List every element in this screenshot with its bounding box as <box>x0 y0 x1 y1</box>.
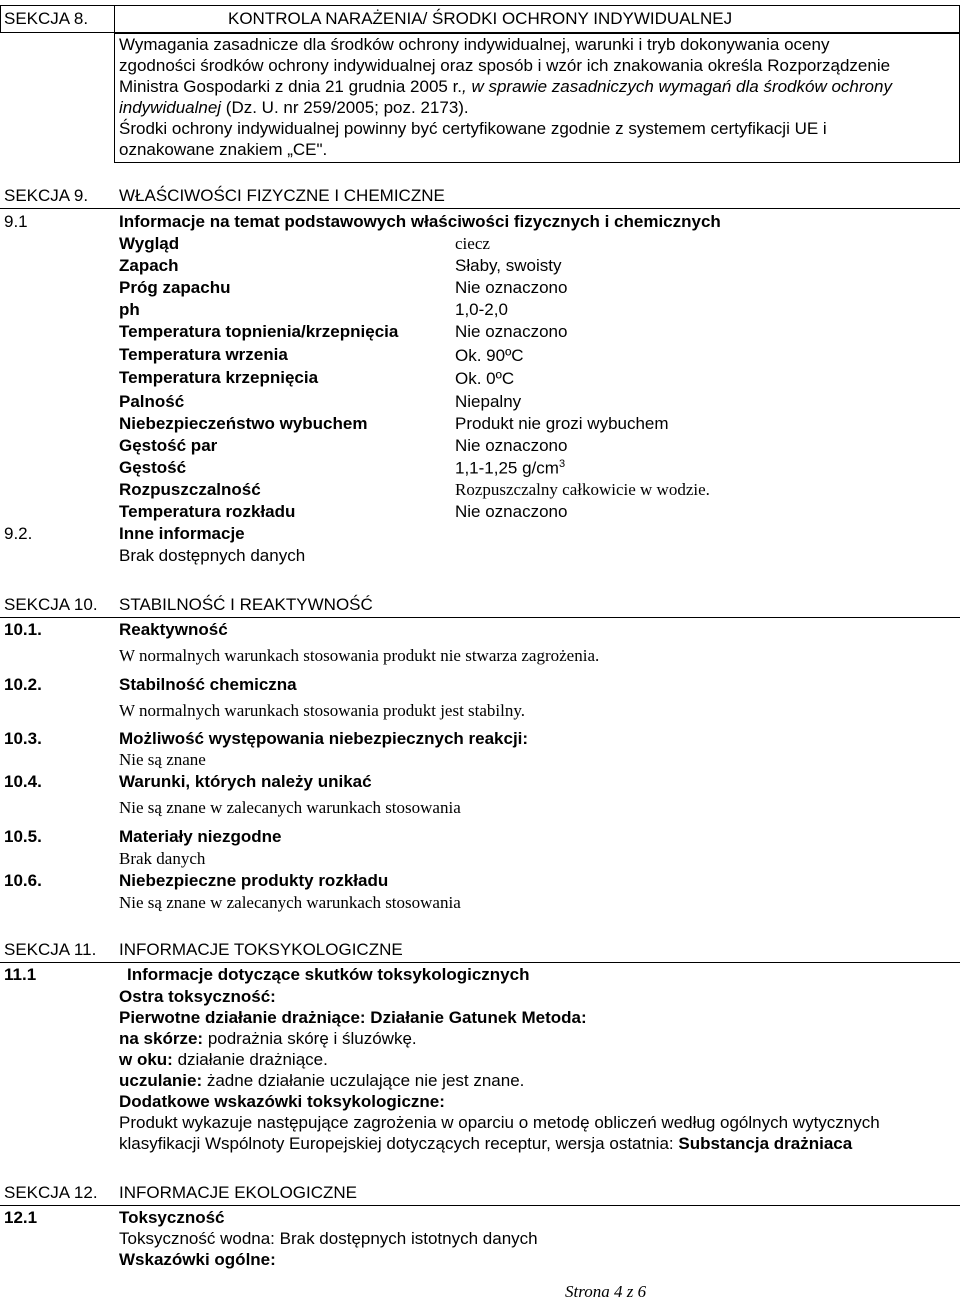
property-label: Niebezpieczeństwo wybuchem <box>119 414 368 433</box>
subsection-11-1-title: Informacje dotyczące skutków toksykologicznych <box>127 965 530 984</box>
property-label: Gęstość <box>119 458 187 477</box>
subsection-text: Nie są znane w zalecanych warunkach stosowania <box>119 893 461 912</box>
section-8-number: SEKCJA 8. <box>4 9 89 28</box>
property-value: 1,0-2,0 <box>455 300 508 319</box>
section-8-text-line-5: Środki ochrony indywidualnej powinny być certyfikowane zgodnie z systemem certyfikacji UE i <box>119 119 827 138</box>
section-8-text-line-6: oznakowane znakiem „CE". <box>119 140 328 159</box>
section-12-number: SEKCJA 12. <box>4 1183 98 1202</box>
section-9-title: WŁAŚCIWOŚCI FIZYCZNE I CHEMICZNE <box>119 186 445 205</box>
subsection-12-1-title: Toksyczność <box>119 1208 225 1227</box>
property-value: Ok. 0ºC <box>455 369 515 388</box>
section-8-text-line-1: Wymagania zasadnicze dla środków ochrony indywidualnej, warunki i tryb dokonywania oceny <box>119 35 830 54</box>
extra-toxicology-line-2 <box>119 1134 852 1154</box>
eye-effect-label: w oku: <box>119 1050 173 1069</box>
extra-toxicology-line-2-text: klasyfikacji Wspólnoty Europejskiej dotyczących receptur, wersja ostatnia: <box>119 1134 679 1153</box>
property-label: Zapach <box>119 256 179 275</box>
property-value: Produkt nie grozi wybuchem <box>455 414 669 433</box>
subsection-number: 10.3. <box>4 729 42 748</box>
section-8-text-line-2: zgodności środków ochrony indywidualnej oraz sposób i wzór ich znakowania określa Rozporządzenie <box>119 56 891 75</box>
property-value: Rozpuszczalny całkowicie w wodzie. <box>455 480 710 499</box>
property-value: Słaby, swoisty <box>455 256 562 275</box>
skin-effect <box>119 1029 417 1049</box>
extra-toxicology-line-1: Produkt wykazuje następujące zagrożenia w oparciu o metodę obliczeń według ogólnych wytycznych <box>119 1113 880 1132</box>
subsection-9-2-title: Inne informacje <box>119 524 245 543</box>
section-8-text-line-4 <box>119 98 469 118</box>
section-11-number: SEKCJA 11. <box>4 940 97 959</box>
property-label: Temperatura topnienia/krzepnięcia <box>119 322 399 341</box>
section-8-text-line-4b: (Dz. U. nr 259/2005; poz. 2173). <box>221 98 469 117</box>
eye-effect <box>119 1050 328 1070</box>
subsection-9-2-number: 9.2. <box>4 524 33 543</box>
property-value: Niepalny <box>455 392 522 411</box>
section-10-title: STABILNOŚĆ I REAKTYWNOŚĆ <box>119 595 373 614</box>
sensitization-text: żadne działanie uczulające nie jest znane. <box>202 1071 525 1090</box>
property-value: Ok. 90ºC <box>455 346 524 365</box>
subsection-number: 10.4. <box>4 772 42 791</box>
subsection-9-2-text: Brak dostępnych danych <box>119 546 306 565</box>
property-value-density <box>455 458 565 479</box>
section-8-text-line-4a: indywidualnej <box>119 98 222 117</box>
subsection-title: Materiały niezgodne <box>119 827 282 846</box>
property-label: Gęstość par <box>119 436 218 455</box>
property-label: Temperatura wrzenia <box>119 345 288 364</box>
sensitization-label: uczulanie: <box>119 1071 203 1090</box>
acute-toxicity-label: Ostra toksyczność: <box>119 987 276 1006</box>
classification-result: Substancja drażniaca <box>678 1134 853 1153</box>
aquatic-toxicity-text: Toksyczność wodna: Brak dostępnych istotnych danych <box>119 1229 538 1248</box>
property-label: Wygląd <box>119 234 180 253</box>
eye-effect-text: działanie drażniące. <box>172 1050 328 1069</box>
property-label: ph <box>119 300 140 319</box>
extra-toxicology-title: Dodatkowe wskazówki toksykologiczne: <box>119 1092 445 1111</box>
property-value: Nie oznaczono <box>455 502 568 521</box>
property-value: Nie oznaczono <box>455 436 568 455</box>
subsection-text: Brak danych <box>119 849 206 868</box>
property-value: Nie oznaczono <box>455 278 568 297</box>
subsection-9-1-number: 9.1 <box>4 212 28 231</box>
property-value: Nie oznaczono <box>455 322 568 341</box>
subsection-title: Warunki, których należy unikać <box>119 772 372 791</box>
property-label: Rozpuszczalność <box>119 480 261 499</box>
density-value: 1,1-1,25 g/cm <box>455 458 559 478</box>
density-unit-exponent: 3 <box>558 458 566 470</box>
page-number: Strona 4 z 6 <box>565 1282 647 1301</box>
section-12-title: INFORMACJE EKOLOGICZNE <box>119 1183 358 1202</box>
section-8-text-line-3b: , w sprawie zasadniczych wymagań dla środków ochrony <box>462 77 892 96</box>
skin-effect-label: na skórze: <box>119 1029 204 1048</box>
sensitization-effect <box>119 1071 524 1091</box>
section-11-rule <box>0 962 960 963</box>
section-9-rule <box>0 208 960 209</box>
primary-irritation-label: Pierwotne działanie drażniące: Działanie Gatunek Metoda: <box>119 1008 587 1027</box>
property-label: Próg zapachu <box>119 278 231 297</box>
section-12-rule <box>0 1205 960 1206</box>
subsection-text: W normalnych warunkach stosowania produkt nie stwarza zagrożenia. <box>119 646 600 665</box>
property-label: Temperatura rozkładu <box>119 502 296 521</box>
subsection-number: 10.6. <box>4 871 42 890</box>
property-label: Palność <box>119 392 185 411</box>
skin-effect-text: podrażnia skórę i śluzówkę. <box>203 1029 417 1048</box>
property-label: Temperatura krzepnięcia <box>119 368 319 387</box>
subsection-text: Nie są znane <box>119 750 206 769</box>
subsection-title: Reaktywność <box>119 620 228 639</box>
section-8-title: KONTROLA NARAŻENIA/ ŚRODKI OCHRONY INDYWIDUALNEJ <box>228 9 733 28</box>
section-11-title: INFORMACJE TOKSYKOLOGICZNE <box>119 940 403 959</box>
section-8-header-divider <box>114 5 115 33</box>
subsection-title: Stabilność chemiczna <box>119 675 297 694</box>
subsection-text: Nie są znane w zalecanych warunkach stosowania <box>119 798 461 817</box>
subsection-9-1-title: Informacje na temat podstawowych właściwości fizycznych i chemicznych <box>119 212 721 231</box>
section-10-number: SEKCJA 10. <box>4 595 98 614</box>
subsection-text: W normalnych warunkach stosowania produkt jest stabilny. <box>119 701 526 720</box>
section-9-number: SEKCJA 9. <box>4 186 89 205</box>
subsection-12-1-number: 12.1 <box>4 1208 38 1227</box>
subsection-title: Niebezpieczne produkty rozkładu <box>119 871 389 890</box>
section-10-rule <box>0 617 960 618</box>
section-8-text-line-3 <box>119 77 892 97</box>
subsection-number: 10.1. <box>4 620 42 639</box>
section-8-text-line-3a: Ministra Gospodarki z dnia 21 grudnia 2005 r. <box>119 77 463 96</box>
subsection-number: 10.5. <box>4 827 42 846</box>
general-notes-label: Wskazówki ogólne: <box>119 1250 276 1269</box>
subsection-11-1-number: 11.1 <box>4 965 37 984</box>
subsection-number: 10.2. <box>4 675 42 694</box>
subsection-title: Możliwość występowania niebezpiecznych reakcji: <box>119 729 529 748</box>
property-value: ciecz <box>455 234 490 253</box>
